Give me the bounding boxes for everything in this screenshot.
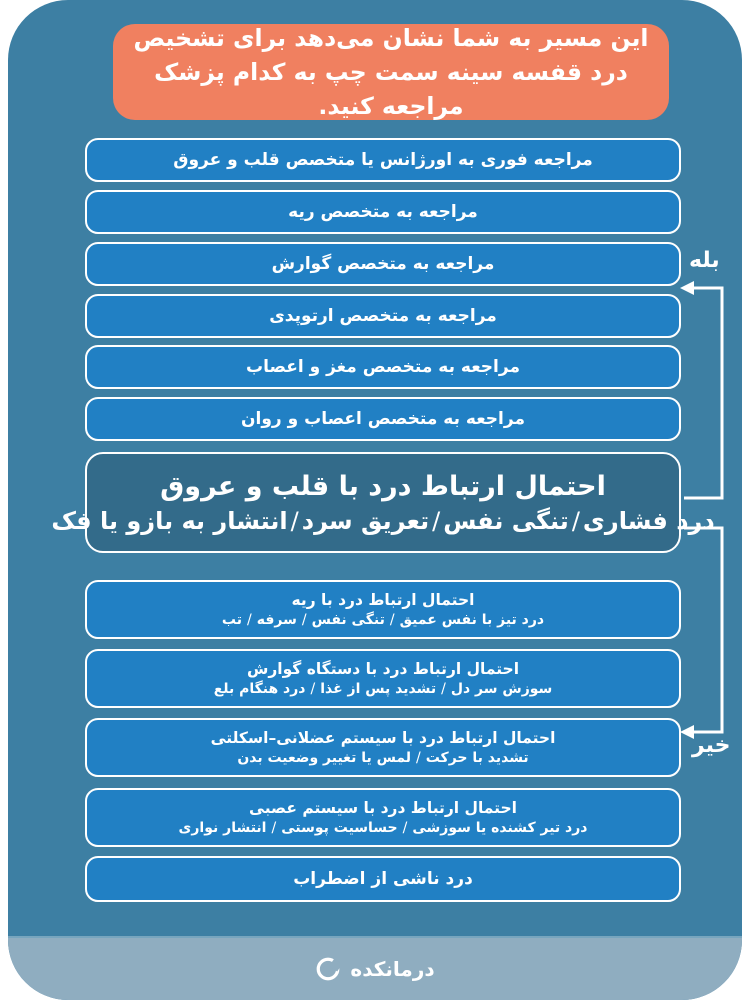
referral-label: مراجعه به متخصص اعصاب و روان (241, 409, 525, 429)
referral-label: مراجعه به متخصص گوارش (271, 254, 495, 274)
primary-condition-title: احتمال ارتباط درد با قلب و عروق (160, 470, 606, 502)
referral-label: مراجعه به متخصص مغز و اعصاب (246, 357, 520, 377)
condition-title: احتمال ارتباط درد با سیستم عضلانی–اسکلتی (210, 729, 556, 747)
brand-name: درمانکده (350, 957, 435, 981)
yes-connector-arrow (674, 255, 742, 505)
yes-connector-label: بله (689, 248, 720, 273)
footer-bar (8, 938, 742, 1000)
referral-box-gastroenterology[interactable] (85, 242, 681, 286)
circle-mark-icon (315, 956, 341, 982)
condition-symptoms: تشدید با حرکت/لمس یا تغییر وضعیت بدن (237, 750, 529, 766)
referral-box-emergency-cardio[interactable] (85, 138, 681, 182)
condition-box-musculoskeletal[interactable] (85, 718, 681, 777)
header-banner (113, 24, 669, 120)
condition-label: درد ناشی از اضطراب (293, 869, 473, 889)
no-connector-label: خیر (692, 733, 731, 758)
condition-title: احتمال ارتباط درد با ریه (291, 591, 475, 609)
condition-title: احتمال ارتباط درد با دستگاه گوارش (246, 660, 520, 678)
condition-box-nervous[interactable] (85, 788, 681, 847)
referral-label: مراجعه به متخصص ارتوپدی (269, 306, 497, 326)
referral-box-pulmonology[interactable] (85, 190, 681, 234)
condition-box-anxiety[interactable] (85, 856, 681, 902)
primary-condition-symptoms: درد فشاری/تنگی نفس/تعریق سرد/انتشار به بازو یا فک (51, 506, 715, 535)
header-title: این مسیر به شما نشان می‌دهد برای تشخیص درد قفسه سینه سمت چپ به کدام پزشک مراجعه کنید. (133, 23, 649, 121)
condition-box-digestive[interactable] (85, 649, 681, 708)
referral-box-orthopedics[interactable] (85, 294, 681, 338)
primary-condition-box-cardiac[interactable] (51, 452, 715, 553)
condition-box-lung[interactable] (85, 580, 681, 639)
referral-box-neurology[interactable] (85, 345, 681, 389)
referral-label: مراجعه به متخصص ریه (288, 202, 478, 222)
condition-symptoms: درد تیز با نفس عمیق/تنگی نفس/سرفه/تب (221, 612, 545, 628)
infographic-card (8, 0, 742, 1000)
condition-symptoms: درد تیر کشنده یا سوزشی/حساسیت پوستی/انتشار نواری (178, 820, 588, 836)
no-connector-arrow (674, 520, 742, 750)
condition-title: احتمال ارتباط درد با سیستم عصبی (249, 799, 517, 817)
referral-label: مراجعه فوری به اورژانس یا متخصص قلب و عروق (173, 150, 593, 170)
condition-symptoms: سوزش سر دل/تشدید پس از غذا/درد هنگام بلع (213, 681, 553, 697)
referral-box-psychiatry[interactable] (85, 397, 681, 441)
